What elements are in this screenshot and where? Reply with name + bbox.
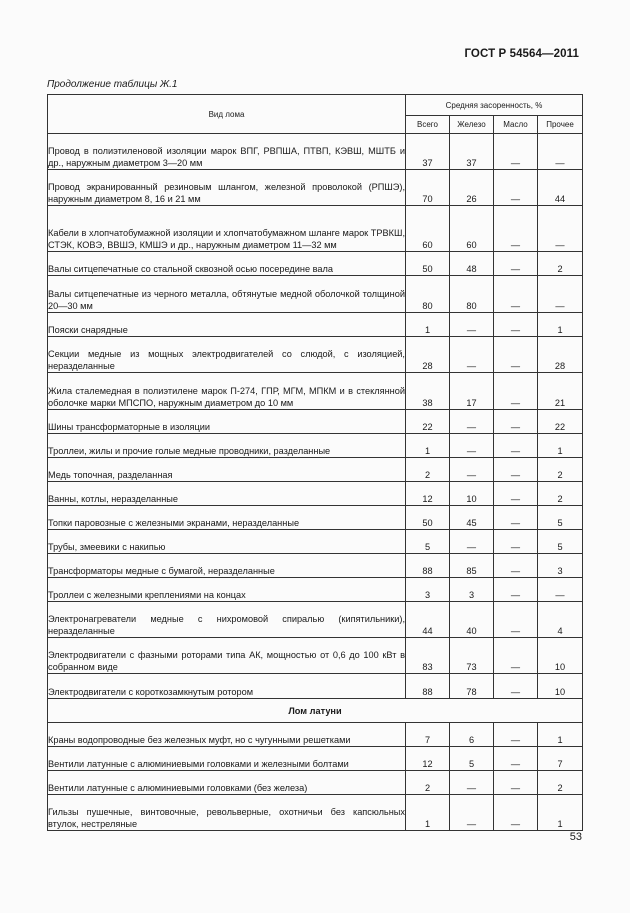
cell-other: 10 — [538, 674, 583, 699]
col-header-other: Прочее — [538, 116, 583, 134]
row-name: Краны водопроводные без железных муфт, но с чугунными решетками — [48, 723, 406, 747]
cell-total: 1 — [406, 313, 450, 337]
cell-oil: — — [494, 674, 538, 699]
cell-iron: 73 — [450, 638, 494, 674]
cell-iron: 40 — [450, 602, 494, 638]
cell-other: 1 — [538, 313, 583, 337]
cell-total: 50 — [406, 252, 450, 276]
table-row — [48, 723, 583, 747]
row-name: Электродвигатели с короткозамкнутым ротором — [48, 674, 406, 699]
cell-iron: 78 — [450, 674, 494, 699]
cell-total: 70 — [406, 170, 450, 206]
cell-other: 2 — [538, 252, 583, 276]
cell-total: 44 — [406, 602, 450, 638]
cell-oil: — — [494, 134, 538, 170]
col-header-name: Вид лома — [48, 95, 406, 134]
cell-iron: 6 — [450, 723, 494, 747]
cell-oil: — — [494, 434, 538, 458]
cell-other: 1 — [538, 795, 583, 831]
cell-total: 3 — [406, 578, 450, 602]
cell-other: — — [538, 276, 583, 313]
col-header-group: Средняя засоренность, % — [406, 95, 583, 116]
cell-oil: — — [494, 458, 538, 482]
cell-iron: 48 — [450, 252, 494, 276]
cell-total: 80 — [406, 276, 450, 313]
cell-oil: — — [494, 506, 538, 530]
table-caption: Продолжение таблицы Ж.1 — [47, 79, 178, 90]
cell-other: 28 — [538, 337, 583, 373]
col-header-iron: Железо — [450, 116, 494, 134]
cell-iron: — — [450, 530, 494, 554]
cell-total: 2 — [406, 771, 450, 795]
cell-iron: 5 — [450, 747, 494, 771]
row-name: Провод экранированный резиновым шлангом, железной проволокой (РПШЭ), наружным диаметром 8, 16 и 21 мм — [48, 170, 406, 206]
cell-oil: — — [494, 723, 538, 747]
cell-iron: 26 — [450, 170, 494, 206]
cell-oil: — — [494, 482, 538, 506]
table-row — [48, 747, 583, 771]
cell-oil: — — [494, 554, 538, 578]
cell-other: 44 — [538, 170, 583, 206]
document-id: ГОСТ Р 54564—2011 — [464, 48, 579, 60]
row-name: Провод в полиэтиленовой изоляции марок ВПГ, РВПША, ПТВП, КЭВШ, МШТБ и др., наружным диаметром 3—20 мм — [48, 134, 406, 170]
cell-iron: — — [450, 458, 494, 482]
cell-total: 28 — [406, 337, 450, 373]
cell-oil: — — [494, 530, 538, 554]
cell-other: 1 — [538, 723, 583, 747]
row-name: Гильзы пушечные, винтовочные, револьверные, охотничьи без капсюльных втулок, нестреляные — [48, 795, 406, 831]
cell-oil: — — [494, 410, 538, 434]
cell-total: 88 — [406, 674, 450, 699]
table-row — [48, 578, 583, 602]
row-name: Топки паровозные с железными экранами, неразделанные — [48, 506, 406, 530]
table-row — [48, 554, 583, 578]
cell-oil: — — [494, 771, 538, 795]
table-row — [48, 170, 583, 206]
table-row — [48, 276, 583, 313]
cell-iron: 17 — [450, 373, 494, 410]
cell-oil: — — [494, 602, 538, 638]
cell-other: — — [538, 206, 583, 252]
row-name: Валы ситцепечатные из черного металла, обтянутые медной оболочкой толщиной 20—30 мм — [48, 276, 406, 313]
cell-other: 21 — [538, 373, 583, 410]
col-header-oil: Масло — [494, 116, 538, 134]
table-row — [48, 313, 583, 337]
cell-total: 5 — [406, 530, 450, 554]
cell-other: 4 — [538, 602, 583, 638]
row-name: Медь топочная, разделанная — [48, 458, 406, 482]
row-name: Ванны, котлы, неразделанные — [48, 482, 406, 506]
cell-total: 88 — [406, 554, 450, 578]
cell-total: 50 — [406, 506, 450, 530]
row-name: Электродвигатели с фазными роторами типа АК, мощностью от 0,6 до 100 кВт в собранном виде — [48, 638, 406, 674]
table-row — [48, 410, 583, 434]
row-name: Секции медные из мощных электродвигателей со слюдой, с изоляцией, неразделанные — [48, 337, 406, 373]
table-row — [48, 434, 583, 458]
table-row — [48, 602, 583, 638]
cell-iron: 3 — [450, 578, 494, 602]
cell-total: 1 — [406, 795, 450, 831]
row-name: Шины трансформаторные в изоляции — [48, 410, 406, 434]
cell-total: 12 — [406, 747, 450, 771]
row-name: Кабели в хлопчатобумажной изоляции и хлопчатобумажном шланге марок ТРВКШ, СТЭК, КОВЭ, ВВШЭ, КМШЭ и др., наружным диаметром 11—32 мм — [48, 206, 406, 252]
page-number: 53 — [569, 831, 582, 843]
cell-other: — — [538, 578, 583, 602]
cell-iron: 80 — [450, 276, 494, 313]
cell-oil: — — [494, 206, 538, 252]
cell-iron: — — [450, 771, 494, 795]
row-name: Вентили латунные с алюминиевыми головками (без железа) — [48, 771, 406, 795]
row-name: Трансформаторы медные с бумагой, неразделанные — [48, 554, 406, 578]
row-name: Троллеи с железными креплениями на концах — [48, 578, 406, 602]
cell-oil: — — [494, 337, 538, 373]
cell-other: 2 — [538, 458, 583, 482]
table-row — [48, 252, 583, 276]
cell-oil: — — [494, 747, 538, 771]
cell-iron: 45 — [450, 506, 494, 530]
cell-iron: 85 — [450, 554, 494, 578]
cell-other: 1 — [538, 434, 583, 458]
col-header-total: Всего — [406, 116, 450, 134]
section-row — [48, 699, 583, 723]
scrap-contamination-table — [47, 94, 583, 831]
cell-oil: — — [494, 795, 538, 831]
table-row — [48, 506, 583, 530]
cell-oil: — — [494, 252, 538, 276]
table-row — [48, 638, 583, 674]
cell-total: 2 — [406, 458, 450, 482]
table-row — [48, 771, 583, 795]
cell-other: — — [538, 134, 583, 170]
cell-other: 10 — [538, 638, 583, 674]
cell-total: 7 — [406, 723, 450, 747]
table-row — [48, 530, 583, 554]
table-row — [48, 337, 583, 373]
row-name: Электронагреватели медные с нихромовой спиралью (кипятильники), неразделанные — [48, 602, 406, 638]
section-title: Лом латуни — [48, 699, 583, 723]
cell-iron: 37 — [450, 134, 494, 170]
table-row — [48, 674, 583, 699]
cell-iron: — — [450, 434, 494, 458]
table-row — [48, 458, 583, 482]
cell-oil: — — [494, 313, 538, 337]
cell-other: 3 — [538, 554, 583, 578]
cell-oil: — — [494, 373, 538, 410]
table-row — [48, 134, 583, 170]
row-name: Вентили латунные с алюминиевыми головками и железными болтами — [48, 747, 406, 771]
cell-iron: — — [450, 313, 494, 337]
table-row — [48, 795, 583, 831]
cell-other: 2 — [538, 771, 583, 795]
table-row — [48, 206, 583, 252]
cell-oil: — — [494, 170, 538, 206]
row-name: Троллеи, жилы и прочие голые медные проводники, разделанные — [48, 434, 406, 458]
cell-other: 5 — [538, 530, 583, 554]
cell-iron: — — [450, 410, 494, 434]
row-name: Трубы, змеевики с накипью — [48, 530, 406, 554]
row-name: Пояски снарядные — [48, 313, 406, 337]
table-row — [48, 373, 583, 410]
cell-other: 2 — [538, 482, 583, 506]
table-row — [48, 482, 583, 506]
cell-other: 7 — [538, 747, 583, 771]
cell-oil: — — [494, 638, 538, 674]
cell-total: 37 — [406, 134, 450, 170]
cell-iron: 60 — [450, 206, 494, 252]
cell-other: 5 — [538, 506, 583, 530]
row-name: Жила сталемедная в полиэтилене марок П-274, ГПР, МГМ, МПКМ и в стеклянной оболочке марки МПСПО, наружным диаметром до 10 мм — [48, 373, 406, 410]
cell-iron: 10 — [450, 482, 494, 506]
cell-iron: — — [450, 337, 494, 373]
cell-total: 60 — [406, 206, 450, 252]
cell-total: 38 — [406, 373, 450, 410]
cell-total: 1 — [406, 434, 450, 458]
row-name: Валы ситцепечатные со стальной сквозной осью посередине вала — [48, 252, 406, 276]
cell-other: 22 — [538, 410, 583, 434]
cell-total: 83 — [406, 638, 450, 674]
cell-total: 12 — [406, 482, 450, 506]
cell-total: 22 — [406, 410, 450, 434]
cell-oil: — — [494, 276, 538, 313]
cell-iron: — — [450, 795, 494, 831]
cell-oil: — — [494, 578, 538, 602]
